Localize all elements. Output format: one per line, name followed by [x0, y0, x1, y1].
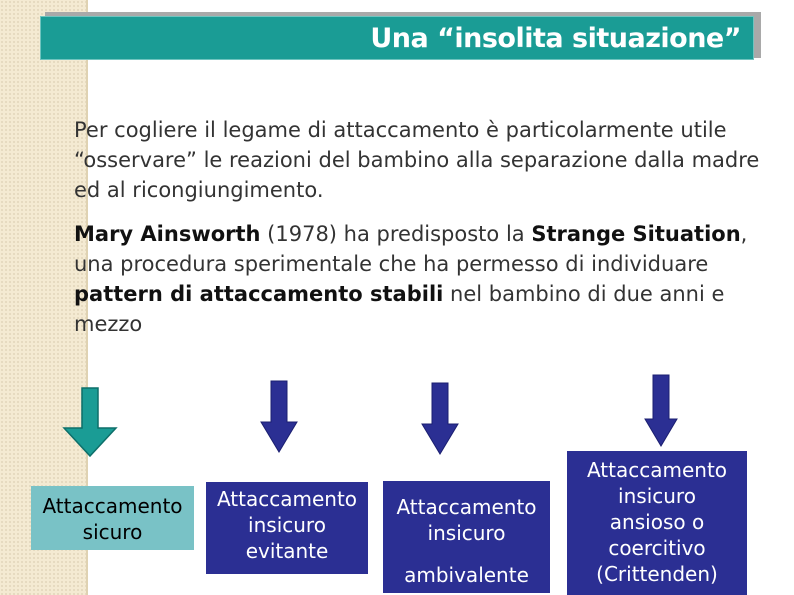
- box-ambivalent-attachment: [383, 481, 550, 593]
- arrow-down-icon: [64, 388, 116, 456]
- box-line: (Crittenden): [596, 562, 718, 586]
- box-line: insicuro: [248, 513, 326, 537]
- arrow-down-icon: [645, 375, 677, 446]
- box-line: insicuro: [427, 521, 506, 545]
- author-name: Mary Ainsworth: [74, 222, 261, 246]
- intro-paragraph: Per cogliere il legame di attaccamento è particolarmente utile “osservare” le reazioni del bambino alla separazione dalla madre ed al ricongiungimento.: [74, 118, 760, 202]
- box-anxious-coercive-attachment: [567, 451, 747, 595]
- slide-title: Una “insolita situazione”: [370, 23, 741, 54]
- box-line: Attaccamento: [586, 458, 728, 482]
- procedure-name: Strange Situation: [531, 222, 741, 246]
- arrow-down-icon: [261, 381, 297, 452]
- arrow-down-icon: [422, 383, 458, 454]
- box-line: insicuro: [618, 484, 696, 508]
- box-line: Attaccamento: [216, 487, 358, 511]
- box-line: evitante: [245, 539, 329, 563]
- box-secure-attachment: [31, 486, 194, 550]
- box-line: coercitivo: [608, 536, 706, 560]
- paragraph-text-2: , una procedura sperimentale che ha permesso di individuare: [74, 222, 748, 276]
- box-line: ansioso o: [609, 510, 705, 534]
- box-line: sicuro: [82, 520, 143, 544]
- box-line: ambivalente: [404, 563, 529, 587]
- box-line: Attaccamento: [396, 495, 537, 519]
- pattern-term: pattern di attaccamento stabili: [74, 282, 444, 306]
- box-avoidant-attachment: [206, 482, 368, 574]
- box-line: Attaccamento: [42, 494, 183, 518]
- paragraph-text-1: (1978) ha predisposto la: [260, 222, 532, 246]
- paragraph-text-3: nel bambino di due anni e mezzo: [74, 282, 725, 336]
